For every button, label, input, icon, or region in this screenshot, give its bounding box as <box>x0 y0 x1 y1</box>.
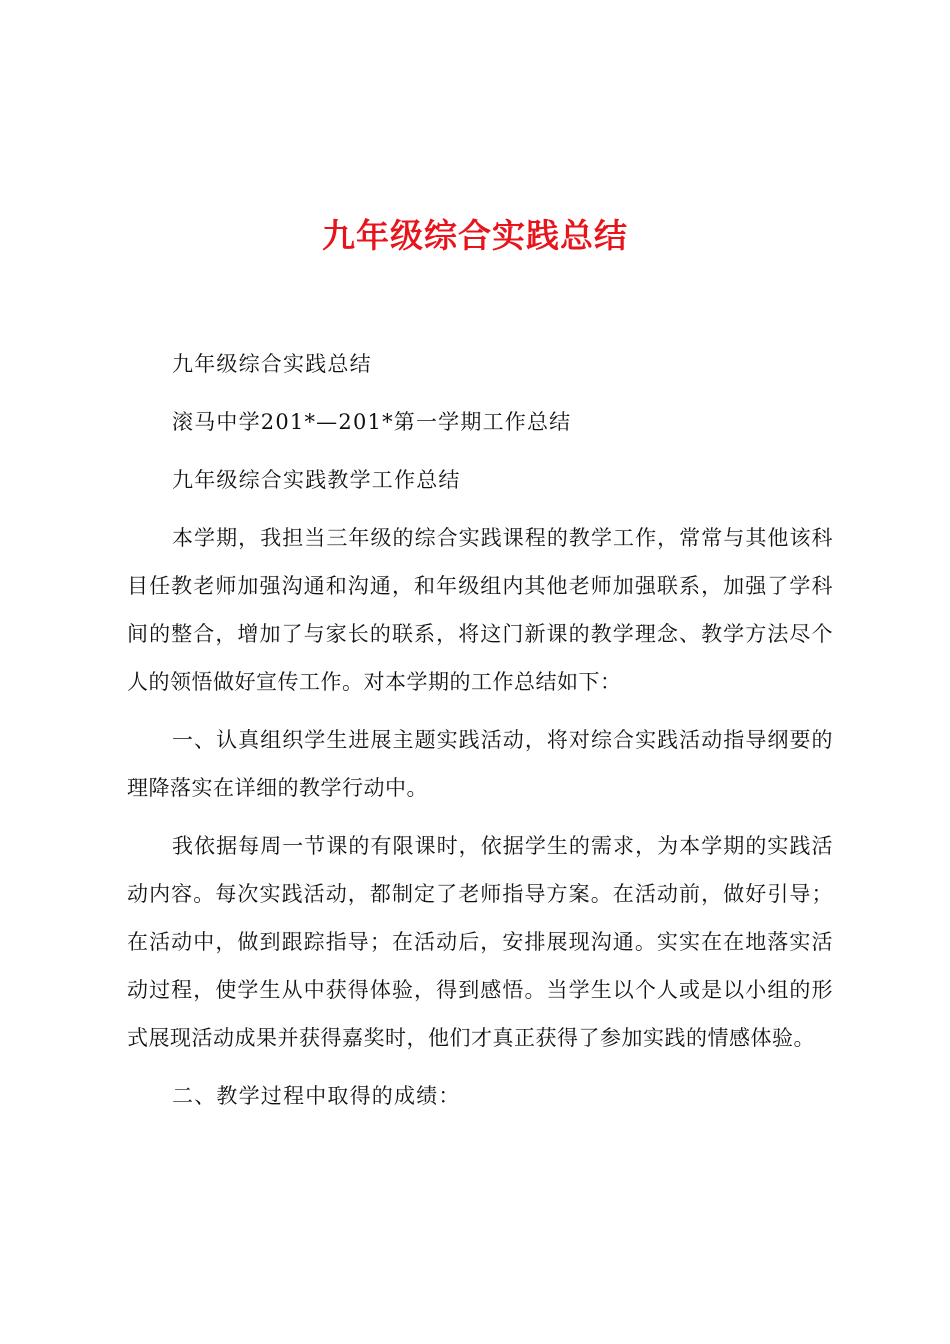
document-body <box>127 340 833 1130</box>
paragraph-heading: 九年级综合实践总结 <box>172 352 372 376</box>
paragraph-school-term: 滚马中学201*—201*第一学期工作总结 <box>172 410 572 434</box>
document-title: 九年级综合实践总结 <box>322 216 628 255</box>
paragraph-section-one: 一、认真组织学生进展主题实践活动，将对综合实践活动指导纲要的理降落实在详细的教学行动中。 <box>127 728 833 800</box>
paragraph-section-two: 二、教学过程中取得的成绩： <box>172 1084 461 1108</box>
paragraph-intro: 本学期，我担当三年级的综合实践课程的教学工作，常常与其他该科目任教老师加强沟通和沟通，和年级组内其他老师加强联系，加强了学科间的整合，增加了与家长的联系，将这门新课的教学理念、教学方法尽个人的领悟做好宣传工作。对本学期的工作总结如下： <box>127 526 833 694</box>
paragraph-subtitle: 九年级综合实践教学工作总结 <box>172 468 461 492</box>
paragraph-activity-details: 我依据每周一节课的有限课时，依据学生的需求，为本学期的实践活动内容。每次实践活动，都制定了老师指导方案。在活动前，做好引导；在活动中，做到跟踪指导；在活动后，安排展现沟通。实实在在地落实活动过程，使学生从中获得体验，得到感悟。当学生以个人或是以小组的形式展现活动成果并获得嘉奖时，他们才真正获得了参加实践的情感体验。 <box>127 834 833 1050</box>
